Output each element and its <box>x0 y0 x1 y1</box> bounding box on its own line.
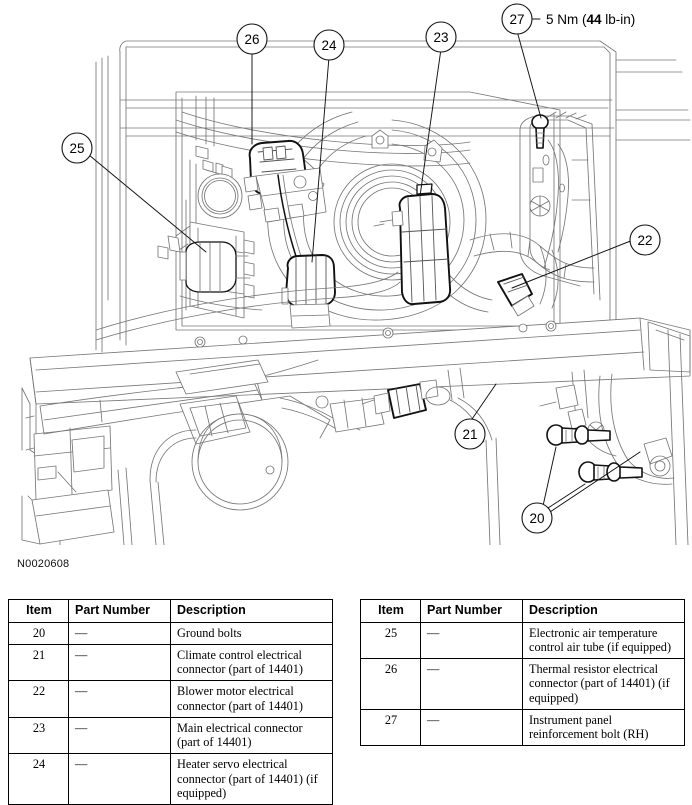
callout-24-label: 24 <box>321 38 337 53</box>
callout-20-label: 20 <box>529 511 545 526</box>
table-row <box>361 622 685 659</box>
cell-item: 21 <box>9 644 69 681</box>
cell-item: 27 <box>361 709 421 746</box>
cell-description: Thermal resistor electrical connector (part of 14401) (if equipped) <box>523 659 685 710</box>
figure-id-label: N0020608 <box>17 558 70 570</box>
torque-value-prefix: 5 Nm ( <box>546 12 587 27</box>
cell-part-number: — <box>69 754 171 805</box>
table-row <box>9 681 333 718</box>
callout-22-label: 22 <box>637 233 653 248</box>
table-row <box>9 717 333 754</box>
cell-description: Heater servo electrical connector (part of 14401) (if equipped) <box>171 754 333 805</box>
column-header-item: Item <box>9 600 69 623</box>
part-22-blower-motor-connector <box>470 232 594 316</box>
callout-26-label: 26 <box>244 32 260 47</box>
column-header-description: Description <box>171 600 333 623</box>
table-row <box>361 659 685 710</box>
cell-item: 22 <box>9 681 69 718</box>
callout-bubbles <box>62 4 660 533</box>
column-header-description: Description <box>523 600 685 623</box>
column-header-part-number: Part Number <box>421 600 523 623</box>
table-row <box>9 644 333 681</box>
table-row <box>361 709 685 746</box>
cell-part-number: — <box>69 622 171 644</box>
cell-item: 23 <box>9 717 69 754</box>
cell-item: 25 <box>361 622 421 659</box>
beam-fastener <box>546 321 556 331</box>
cell-description: Ground bolts <box>171 622 333 644</box>
callout-27 <box>502 4 532 34</box>
cell-item: 26 <box>361 659 421 710</box>
column-header-item: Item <box>361 600 421 623</box>
callout-27-label: 27 <box>509 12 525 27</box>
svg-text:5 Nm (44 lb-in) <box>546 12 635 27</box>
cell-description: Climate control electrical connector (part of 14401) <box>171 644 333 681</box>
cell-part-number: — <box>421 709 523 746</box>
cell-part-number: — <box>69 681 171 718</box>
callout-22 <box>630 225 660 255</box>
column-header-part-number: Part Number <box>69 600 171 623</box>
torque-note <box>532 12 635 27</box>
cell-part-number: — <box>69 644 171 681</box>
beam-fastener <box>195 337 205 347</box>
part-20-ground-bolts <box>547 425 642 482</box>
table-row <box>9 754 333 805</box>
parts-table-left <box>8 599 333 805</box>
callout-21 <box>455 419 485 449</box>
cell-description: Main electrical connector (part of 14401) <box>171 717 333 754</box>
cell-item: 20 <box>9 622 69 644</box>
callout-21-label: 21 <box>462 427 478 442</box>
cell-description: Instrument panel reinforcement bolt (RH) <box>523 709 685 746</box>
table-row <box>9 622 333 644</box>
part-27-bolt <box>532 115 548 148</box>
table-header-row <box>9 600 333 623</box>
cell-description: Blower motor electrical connector (part of 14401) <box>171 681 333 718</box>
cell-description: Electronic air temperature control air tube (if equipped) <box>523 622 685 659</box>
callout-25 <box>62 133 92 163</box>
cell-part-number: — <box>421 659 523 710</box>
cell-part-number: — <box>421 622 523 659</box>
torque-value-suffix: lb-in) <box>601 12 636 27</box>
beam-fastener <box>519 324 527 332</box>
beam-fastener <box>239 336 247 344</box>
diagram-artwork <box>22 41 690 545</box>
reinforcement-hole <box>530 196 550 216</box>
ground-bolt-upper <box>547 425 610 445</box>
callout-20 <box>522 503 552 533</box>
parts-table-right <box>360 599 685 746</box>
part-23-main-connector <box>374 184 450 304</box>
callout-23-label: 23 <box>433 30 449 45</box>
torque-value-bold: 44 <box>586 12 602 27</box>
callout-25-label: 25 <box>69 141 85 156</box>
cell-part-number: — <box>69 717 171 754</box>
cowl-panel <box>96 41 690 352</box>
callout-24 <box>314 30 344 60</box>
callout-26 <box>237 24 267 54</box>
callout-23 <box>426 22 456 52</box>
table-header-row <box>361 600 685 623</box>
beam-fastener <box>383 328 393 338</box>
cell-item: 24 <box>9 754 69 805</box>
